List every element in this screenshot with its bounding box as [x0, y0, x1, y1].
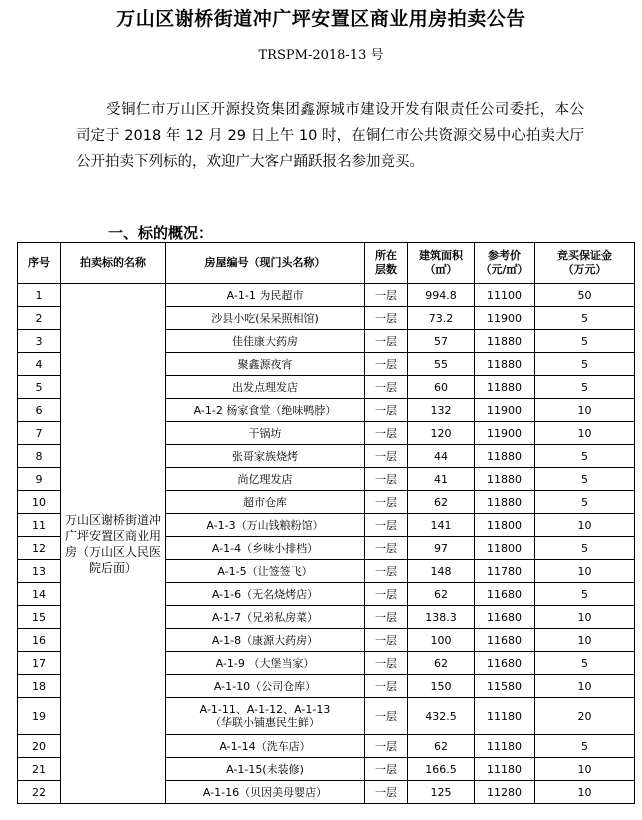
cell-area: 148 — [408, 560, 475, 583]
cell-floor: 一层 — [365, 735, 408, 758]
cell-floor: 一层 — [365, 353, 408, 376]
cell-price: 11880 — [475, 468, 535, 491]
cell-area: 62 — [408, 652, 475, 675]
cell-house-number — [166, 698, 365, 735]
cell-deposit: 5 — [535, 376, 635, 399]
cell-floor: 一层 — [365, 781, 408, 804]
cell-floor: 一层 — [365, 629, 408, 652]
house-number-line2: （华联小铺惠民生鲜） — [210, 716, 320, 729]
header-floor — [365, 243, 408, 284]
cell-house-number: A-1-3（万山钱粮粉馆） — [166, 514, 365, 537]
cell-house-number: A-1-10（公司仓库） — [166, 675, 365, 698]
cell-seq: 7 — [18, 422, 61, 445]
cell-seq: 9 — [18, 468, 61, 491]
cell-house-number: A-1-7（兄弟私房菜） — [166, 606, 365, 629]
cell-deposit: 5 — [535, 537, 635, 560]
header-deposit-line2: （万元） — [562, 263, 607, 276]
cell-floor: 一层 — [365, 399, 408, 422]
cell-deposit: 5 — [535, 445, 635, 468]
header-price-line1: 参考价 — [488, 249, 521, 262]
cell-house-number: A-1-6（无名烧烤店） — [166, 583, 365, 606]
cell-area: 994.8 — [408, 284, 475, 307]
cell-seq: 22 — [18, 781, 61, 804]
header-price — [475, 243, 535, 284]
cell-deposit: 10 — [535, 422, 635, 445]
cell-deposit: 5 — [535, 491, 635, 514]
cell-area: 62 — [408, 491, 475, 514]
cell-house-number: 超市仓库 — [166, 491, 365, 514]
header-price-line2: （元/㎡） — [480, 263, 529, 276]
cell-price: 11900 — [475, 399, 535, 422]
cell-deposit: 50 — [535, 284, 635, 307]
cell-deposit: 10 — [535, 606, 635, 629]
cell-area: 55 — [408, 353, 475, 376]
cell-house-number: A-1-16（贝因美母婴店） — [166, 781, 365, 804]
cell-price: 11580 — [475, 675, 535, 698]
cell-price: 11680 — [475, 583, 535, 606]
cell-deposit: 20 — [535, 698, 635, 735]
cell-deposit: 5 — [535, 735, 635, 758]
lot-table-body — [18, 284, 635, 804]
cell-deposit: 5 — [535, 330, 635, 353]
cell-area: 120 — [408, 422, 475, 445]
cell-area: 150 — [408, 675, 475, 698]
cell-floor: 一层 — [365, 307, 408, 330]
cell-seq: 1 — [18, 284, 61, 307]
intro-paragraph: 受铜仁市万山区开源投资集团鑫源城市建设开发有限责任公司委托，本公司定于 2018 年 12 月 29 日上午 10 时，在铜仁市公共资源交易中心拍卖大厅公开拍卖下列标的，欢迎广大客户踊跃报名参加竞买。 — [76, 102, 584, 170]
table-row — [18, 284, 635, 307]
cell-deposit: 5 — [535, 307, 635, 330]
cell-price: 11180 — [475, 758, 535, 781]
cell-price: 11780 — [475, 560, 535, 583]
cell-area: 166.5 — [408, 758, 475, 781]
cell-seq: 5 — [18, 376, 61, 399]
cell-floor: 一层 — [365, 606, 408, 629]
cell-price: 11800 — [475, 537, 535, 560]
cell-floor: 一层 — [365, 514, 408, 537]
cell-floor: 一层 — [365, 537, 408, 560]
cell-seq: 17 — [18, 652, 61, 675]
cell-house-number: 尚亿理发店 — [166, 468, 365, 491]
cell-floor: 一层 — [365, 583, 408, 606]
cell-area: 62 — [408, 583, 475, 606]
cell-house-number: A-1-9 （大堡当家） — [166, 652, 365, 675]
document-number: TRSPM-2018-13 号 — [258, 48, 384, 63]
cell-price: 11180 — [475, 735, 535, 758]
cell-floor: 一层 — [365, 468, 408, 491]
cell-deposit: 10 — [535, 781, 635, 804]
cell-house-number: A-1-5（让签签飞） — [166, 560, 365, 583]
cell-price: 11180 — [475, 698, 535, 735]
cell-seq: 16 — [18, 629, 61, 652]
header-area-line2: （㎡） — [424, 263, 458, 276]
cell-floor: 一层 — [365, 422, 408, 445]
cell-deposit: 10 — [535, 560, 635, 583]
cell-price: 11100 — [475, 284, 535, 307]
cell-deposit: 10 — [535, 758, 635, 781]
cell-seq: 21 — [18, 758, 61, 781]
cell-house-number: 干锅坊 — [166, 422, 365, 445]
cell-house-number: A-1-15(未装修) — [166, 758, 365, 781]
cell-price: 11880 — [475, 330, 535, 353]
cell-seq: 6 — [18, 399, 61, 422]
cell-house-number: 沙县小吃(呆呆照相馆) — [166, 307, 365, 330]
cell-floor: 一层 — [365, 445, 408, 468]
table-header-row — [18, 243, 635, 284]
cell-price: 11900 — [475, 307, 535, 330]
cell-seq: 10 — [18, 491, 61, 514]
cell-area: 41 — [408, 468, 475, 491]
cell-deposit: 5 — [535, 583, 635, 606]
cell-area: 57 — [408, 330, 475, 353]
cell-deposit: 10 — [535, 399, 635, 422]
cell-price: 11900 — [475, 422, 535, 445]
cell-price: 11680 — [475, 652, 535, 675]
cell-house-number: A-1-2 杨家食堂（绝味鸭脖） — [166, 399, 365, 422]
cell-area: 97 — [408, 537, 475, 560]
header-area-line1: 建筑面积 — [419, 249, 463, 262]
header-deposit — [535, 243, 635, 284]
cell-seq: 12 — [18, 537, 61, 560]
cell-seq: 11 — [18, 514, 61, 537]
cell-price: 11800 — [475, 514, 535, 537]
cell-price: 11880 — [475, 353, 535, 376]
cell-deposit: 10 — [535, 629, 635, 652]
header-floor-line2: 层数 — [375, 263, 397, 276]
cell-area: 138.3 — [408, 606, 475, 629]
cell-deposit: 10 — [535, 675, 635, 698]
cell-floor: 一层 — [365, 698, 408, 735]
cell-seq: 20 — [18, 735, 61, 758]
section-heading: 一、标的概况： — [108, 224, 214, 242]
cell-price: 11880 — [475, 491, 535, 514]
cell-house-number: A-1-4（乡味小排档） — [166, 537, 365, 560]
header-seq: 序号 — [18, 243, 61, 284]
cell-seq: 2 — [18, 307, 61, 330]
cell-area: 73.2 — [408, 307, 475, 330]
cell-area: 44 — [408, 445, 475, 468]
cell-deposit: 5 — [535, 468, 635, 491]
header-lot-name: 拍卖标的名称 — [61, 243, 166, 284]
cell-seq: 3 — [18, 330, 61, 353]
cell-seq: 18 — [18, 675, 61, 698]
cell-area: 125 — [408, 781, 475, 804]
cell-floor: 一层 — [365, 376, 408, 399]
cell-house-number: A-1-1 为民超市 — [166, 284, 365, 307]
cell-floor: 一层 — [365, 560, 408, 583]
page-title: 万山区谢桥街道冲广坪安置区商业用房拍卖公告 — [116, 8, 526, 30]
cell-deposit: 5 — [535, 652, 635, 675]
cell-floor: 一层 — [365, 758, 408, 781]
cell-deposit: 10 — [535, 514, 635, 537]
header-area — [408, 243, 475, 284]
cell-price: 11280 — [475, 781, 535, 804]
header-house-number: 房屋编号（现门头名称） — [166, 243, 365, 284]
cell-floor: 一层 — [365, 675, 408, 698]
cell-floor: 一层 — [365, 652, 408, 675]
cell-area: 141 — [408, 514, 475, 537]
cell-house-number: A-1-8（康源大药房） — [166, 629, 365, 652]
cell-floor: 一层 — [365, 330, 408, 353]
cell-house-number: 出发点理发店 — [166, 376, 365, 399]
cell-floor: 一层 — [365, 284, 408, 307]
cell-seq: 15 — [18, 606, 61, 629]
cell-price: 11680 — [475, 629, 535, 652]
cell-area: 60 — [408, 376, 475, 399]
cell-house-number: 聚鑫源夜宵 — [166, 353, 365, 376]
cell-seq: 13 — [18, 560, 61, 583]
cell-price: 11680 — [475, 606, 535, 629]
cell-lot-name: 万山区谢桥街道冲广坪安置区商业用房（万山区人民医院后面） — [61, 284, 166, 804]
cell-seq: 19 — [18, 698, 61, 735]
cell-floor: 一层 — [365, 491, 408, 514]
house-number-line1: A-1-11、A-1-12、A-1-13 — [199, 703, 331, 716]
cell-price: 11880 — [475, 445, 535, 468]
cell-area: 432.5 — [408, 698, 475, 735]
cell-seq: 4 — [18, 353, 61, 376]
header-deposit-line1: 竞买保证金 — [557, 249, 612, 262]
cell-house-number: A-1-14（洗车店） — [166, 735, 365, 758]
cell-seq: 14 — [18, 583, 61, 606]
header-floor-line1: 所在 — [375, 249, 397, 262]
cell-area: 132 — [408, 399, 475, 422]
cell-area: 62 — [408, 735, 475, 758]
cell-seq: 8 — [18, 445, 61, 468]
cell-price: 11880 — [475, 376, 535, 399]
cell-area: 100 — [408, 629, 475, 652]
cell-house-number: 佳佳康大药房 — [166, 330, 365, 353]
cell-deposit: 5 — [535, 353, 635, 376]
cell-house-number: 张哥家族烧烤 — [166, 445, 365, 468]
lot-table — [17, 242, 635, 804]
